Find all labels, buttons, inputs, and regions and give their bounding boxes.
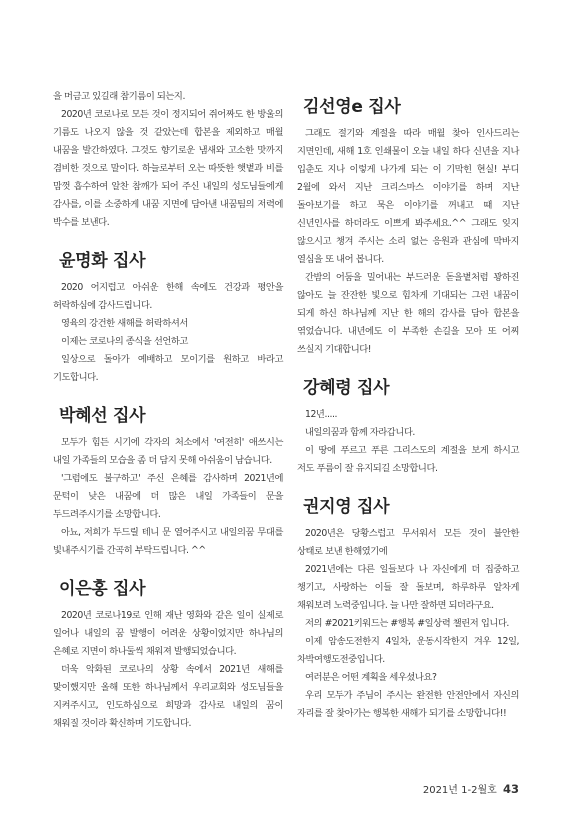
section-paragraph: 영육의 강건한 새해를 허락하셔서	[61, 318, 188, 329]
section-paragraph: 내일의꿈과 함께 자라갑니다.	[305, 427, 415, 438]
page-number: 43	[502, 782, 519, 796]
issue-label: 2021년 1-2월호	[422, 785, 497, 796]
intro-paragraph-1: 을 머금고 있길래 참기름이 되는지.	[53, 91, 185, 102]
section-park	[53, 401, 283, 560]
section-kwon	[297, 492, 519, 723]
section-paragraph: 이제 암송도전한지 4일차, 운동시작한지 겨우 12일, 차박여행도전중입니다.	[297, 636, 519, 665]
section-paragraph: 여러분은 어떤 계획을 세우셨나요?	[305, 672, 437, 683]
page-footer	[423, 781, 519, 796]
section-heading: 이은홍 집사	[59, 579, 146, 599]
section-paragraph: 일상으로 돌아가 예배하고 모이기를 원하고 바라고 기도합니다.	[53, 354, 283, 383]
section-heading: 강혜령 집사	[303, 378, 390, 398]
section-paragraph: 아뇨, 저희가 두드릴 테니 문 열어주시고 내일의꿈 무대를 빛내주시기를 간곡히 부탁드립니다. ^^	[53, 527, 283, 556]
intro-paragraph-2: 2020년 코로나로 모든 것이 정지되어 쥐어짜도 한 방울의 기름도 나오지 않을 것 같았는데 합본을 제외하고 매월 내꿈을 발간하였다. 그것도 향기로운 냄새와 고소한 맛까지 겸비한 것으로 말이다. 하늘로부터 오는 따뜻한 햇볕과 비를 맘껏 흡수하여 알찬 참깨가 되어 주신 내일의 성도님들에게 감사를, 이를 소중하게 내꿈 지면에 담아낸 내꿈팀의 저력에 박수를 보낸다.	[53, 109, 283, 228]
section-lee	[53, 574, 283, 733]
section-heading: 윤명화 집사	[59, 251, 146, 271]
section-paragraph: 그래도 절기와 계절을 따라 매월 찾아 인사드리는 지면인데, 새해 1호 인쇄물이 오늘 내일 하다 신년을 지나 입춘도 지나 이렇게 나가게 되는 이 기막힌 현실! 부디 2월에 와서 지난 크리스마스 이야기를 하며 지난 돌아보기를 하고 묵은 이야기를 꺼내고 때 지난 신년인사를 하더라도 이쁘게 봐주세요.^^ 그래도 잊지 않으시고 챙겨 주시는 소리 없는 응원과 관심에 막바지 열심을 또 내어 봅니다.	[297, 128, 519, 265]
section-heading: 김선영e 집사	[303, 97, 401, 117]
section-paragraph: 모두가 힘든 시기에 각자의 처소에서 '여전히' 애쓰시는 내일 가족들의 모습을 좀 더 담지 못해 아쉬움이 남습니다.	[53, 437, 283, 466]
section-paragraph: 12년.....	[305, 409, 337, 420]
section-paragraph: '그럼에도 불구하고' 주신 은혜를 감사하며 2021년에 문턱이 낮은 내꿈에 더 많은 내일 가족들이 문을 두드려주시기를 소망합니다.	[53, 473, 283, 520]
section-kim	[297, 92, 519, 359]
section-paragraph: 이제는 코로나의 종식을 선언하고	[61, 336, 188, 347]
section-paragraph: 더욱 악화된 코로나의 상황 속에서 2021년 새해를 맞이했지만 올해 또한 하나님께서 우리교회와 성도님들을 지켜주시고, 인도하심으로 희망과 감사로 내일의 꿈이 채워질 것이라 확신하며 기도합니다.	[53, 664, 283, 729]
intro-section	[53, 88, 283, 232]
section-paragraph: 이 땅에 푸르고 푸른 그리스도의 계절을 보게 하시고 저도 푸름이 잘 유지되길 소망합니다.	[297, 445, 519, 474]
section-paragraph: 우리 모두가 주님이 주시는 완전한 안전안에서 자신의 자리를 잘 찾아가는 행복한 새해가 되기를 소망합니다!!	[297, 690, 519, 719]
section-paragraph: 2020년은 당황스럽고 무서워서 모든 것이 불안한 상태로 보낸 한해였기에	[297, 528, 519, 557]
section-paragraph: 저의 #2021키워드는 #행복 #일상력 챌린저 입니다.	[305, 618, 509, 629]
section-paragraph: 2020년 코로나19로 인해 재난 영화와 같은 일이 실제로 일어나 내일의 꿈 발행이 어려운 상황이었지만 하나님의 은혜로 지면이 하나둘씩 채워져 발행되었습니다.	[53, 610, 283, 657]
section-paragraph: 2020 어지럽고 아쉬운 한해 속에도 건강과 평안을 허락하심에 감사드립니다.	[53, 282, 283, 311]
section-paragraph: 2021년에는 다른 일들보다 나 자신에게 더 집중하고 챙기고, 사랑하는 이들 잘 돌보며, 하루하루 알차게 채워보려 노력중입니다. 늘 나만 잘하면 되더라구요.	[297, 564, 519, 611]
section-heading: 박혜선 집사	[59, 406, 146, 426]
section-kang	[297, 373, 519, 478]
section-heading: 권지영 집사	[303, 497, 390, 517]
section-paragraph: 간밤의 어둠을 밀어내는 부드러운 돋을볕처럼 꽝하진 않아도 늘 잔잔한 빛으로 힘차게 기대되는 그런 내꿈이 되게 하신 하나님께 지난 한 해의 감사를 담아 합본을 엮었습니다. 내년에도 이 부족한 손길을 모아 또 어찌 쓰실지 기대합니다!	[297, 272, 519, 355]
section-yoon	[53, 246, 283, 387]
left-column	[53, 88, 283, 739]
right-column	[297, 92, 519, 729]
